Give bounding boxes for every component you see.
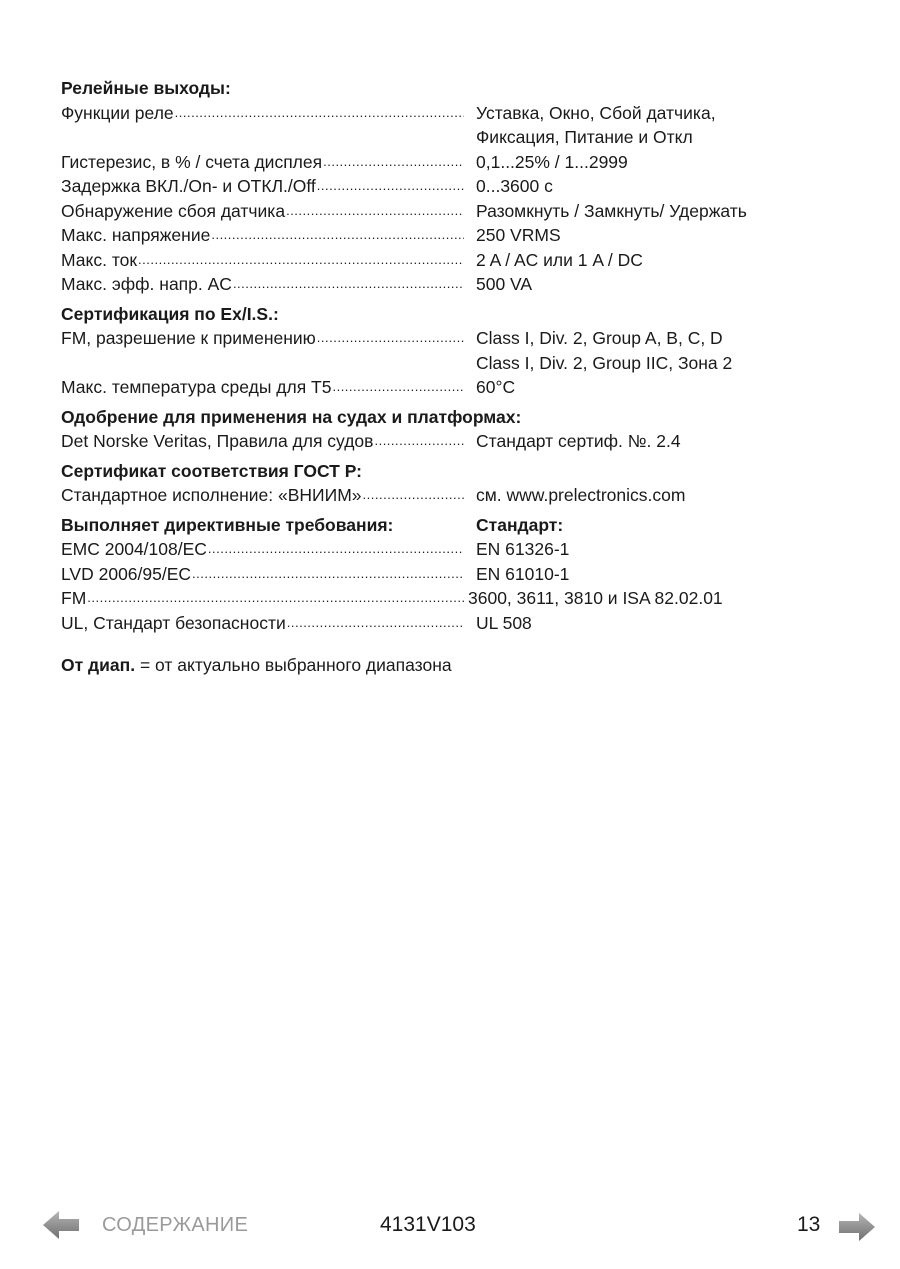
spec-value-line: 500 VA <box>476 274 533 294</box>
dot-leader <box>331 375 464 400</box>
dot-leader <box>232 272 464 297</box>
section-heading-directives: Выполняет директивные требования: <box>61 514 394 535</box>
spec-row <box>61 537 851 562</box>
spec-value-line: см. www.prelectronics.com <box>476 485 686 505</box>
document-id: 4131V103 <box>380 1213 476 1236</box>
spec-label: Макс. ток <box>61 249 138 270</box>
standard-column-heading: Стандарт: <box>476 514 564 535</box>
spec-row <box>61 150 851 175</box>
spec-row <box>61 562 851 587</box>
dot-leader <box>207 537 464 562</box>
dot-leader <box>210 223 464 248</box>
spec-value-line: Фиксация, Питание и Откл <box>476 127 693 147</box>
page-footer <box>0 1207 900 1247</box>
section-heading-marine: Одобрение для применения на судах и платформах: <box>61 406 522 427</box>
dot-leader <box>285 199 464 224</box>
spec-value <box>464 483 851 508</box>
dot-leader <box>191 562 464 587</box>
spec-value <box>464 562 851 587</box>
gost-rows <box>61 483 851 508</box>
spec-row <box>61 174 851 199</box>
spec-key <box>61 248 464 273</box>
spec-key <box>61 199 464 224</box>
range-note-term: От диап. <box>61 655 136 675</box>
spec-value <box>464 375 851 400</box>
arrow-left-icon[interactable] <box>42 1209 80 1241</box>
section-heading-gost: Сертификат соответствия ГОСТ Р: <box>61 460 362 481</box>
dot-leader <box>86 586 464 611</box>
spec-value-line: Стандарт сертиф. №. 2.4 <box>476 431 681 451</box>
range-note-text: = от актуально выбранного диапазона <box>135 655 452 675</box>
spec-value <box>464 429 851 454</box>
dot-leader <box>322 150 464 175</box>
spec-row <box>61 223 851 248</box>
arrow-right-icon[interactable] <box>838 1211 876 1243</box>
spec-value <box>464 326 851 375</box>
spec-label: UL, Стандарт безопасности <box>61 612 286 633</box>
spec-row <box>61 199 851 224</box>
dot-leader <box>174 101 464 126</box>
spec-value-line: 0...3600 с <box>476 176 553 196</box>
directives-header <box>61 513 851 538</box>
spec-label: Макс. температура среды для T5 <box>61 377 332 397</box>
spec-row <box>61 272 851 297</box>
spec-label: Макс. эфф. напр. AC <box>61 274 232 294</box>
spec-value-line: EN 61326-1 <box>476 539 570 559</box>
spec-label: Гистерезис, в % / счета дисплея <box>61 151 323 172</box>
spec-key <box>61 174 464 199</box>
spec-label: Задержка ВКЛ./On- и ОТКЛ./Off <box>61 176 316 196</box>
spec-value-line: 3600, 3611, 3810 и ISA 82.02.01 <box>468 588 723 608</box>
spec-label: FM, разрешение к применению <box>61 328 316 348</box>
dot-leader <box>373 429 464 454</box>
spec-key <box>61 586 464 611</box>
marine-rows <box>61 429 851 454</box>
dot-leader <box>362 483 464 508</box>
spec-value <box>464 248 851 273</box>
spec-value-line: 0,1...25% / 1...2999 <box>476 151 628 172</box>
spec-key <box>61 537 464 562</box>
spec-label: LVD 2006/95/EC <box>61 563 192 584</box>
spec-value-line: Class I, Div. 2, Group A, B, C, D <box>476 328 723 348</box>
spec-value-line: Class I, Div. 2, Group IIC, Зона 2 <box>476 352 733 373</box>
spec-key <box>61 150 464 175</box>
spec-label: EMC 2004/108/EC <box>61 539 207 559</box>
spec-key <box>61 429 464 454</box>
spec-key <box>61 326 464 351</box>
spec-label: Стандартное исполнение: «ВНИИМ» <box>61 485 362 505</box>
spec-key <box>61 562 464 587</box>
spec-row <box>61 429 851 454</box>
spec-key <box>61 483 464 508</box>
spec-key <box>61 223 464 248</box>
spec-label: Макс. напряжение <box>61 225 211 245</box>
spec-value-line: 250 VRMS <box>476 225 561 245</box>
spec-value <box>464 586 851 611</box>
spec-row <box>61 586 851 611</box>
spec-row <box>61 248 851 273</box>
spec-value <box>464 199 851 224</box>
spec-label: Обнаружение сбоя датчика <box>61 200 286 221</box>
spec-value <box>464 101 851 150</box>
spec-value <box>464 611 851 636</box>
dot-leader <box>316 174 464 199</box>
contents-link[interactable] <box>42 1209 248 1241</box>
spec-row <box>61 101 851 150</box>
range-note <box>61 653 851 678</box>
section-heading-relay: Релейные выходы: <box>61 78 231 98</box>
spec-value-line: UL 508 <box>476 612 532 633</box>
relay-rows <box>61 101 851 297</box>
spec-value-line: Разомкнуть / Замкнуть/ Удержать <box>476 200 747 221</box>
spec-row <box>61 483 851 508</box>
spec-row <box>61 375 851 400</box>
dot-leader <box>286 611 464 636</box>
spec-key <box>61 101 464 126</box>
directives-rows <box>61 537 851 635</box>
spec-value <box>464 150 851 175</box>
spec-key <box>61 272 464 297</box>
spec-value-line: 2 A / AC или 1 A / DC <box>476 249 643 270</box>
spec-label: Функции реле <box>61 102 174 123</box>
dot-leader <box>316 326 464 351</box>
spec-value <box>464 537 851 562</box>
next-page-link[interactable] <box>838 1211 876 1243</box>
spec-row <box>61 326 851 375</box>
page-number: 13 <box>797 1213 821 1236</box>
spec-value <box>464 272 851 297</box>
spec-value-line: Уставка, Окно, Сбой датчика, <box>476 102 716 123</box>
spec-value-line: 60°C <box>476 377 516 397</box>
spec-label: FM <box>61 588 87 608</box>
section-heading-exis: Сертификация по Ex/I.S.: <box>61 303 279 324</box>
spec-value <box>464 223 851 248</box>
spec-value <box>464 174 851 199</box>
dot-leader <box>137 248 464 273</box>
spec-label: Det Norske Veritas, Правила для судов <box>61 431 374 451</box>
exis-rows <box>61 326 851 400</box>
spec-key <box>61 611 464 636</box>
spec-value-line: EN 61010-1 <box>476 563 570 584</box>
contents-label[interactable]: СОДЕРЖАНИЕ <box>102 1213 249 1236</box>
spec-row <box>61 611 851 636</box>
spec-key <box>61 375 464 400</box>
spec-content <box>61 76 851 678</box>
